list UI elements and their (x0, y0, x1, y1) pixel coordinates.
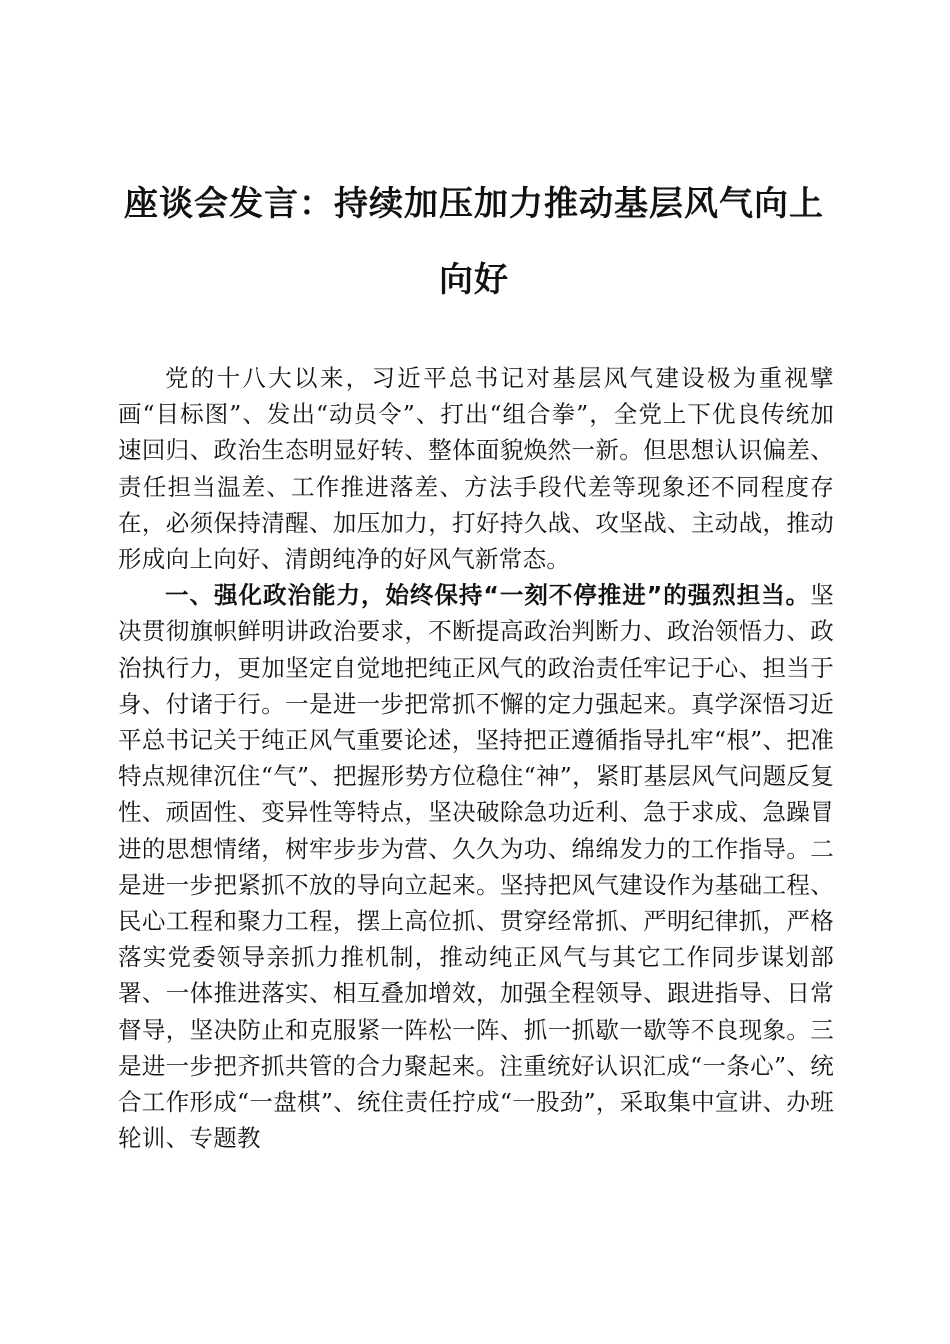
section-1-body: 坚决贯彻旗帜鲜明讲政治要求，不断提高政治判断力、政治领悟力、政治执行力，更加坚定自觉地把纯正风气的政治责任牢记于心、担当于身、付诸于行。一是进一步把常抓不懈的定力强起来。真学深悟习近平总书记关于纯正风气重要论述，坚持把正遵循指导扎牢“根”、把准特点规律沉住“气”、把握形势方位稳住“神”，紧盯基层风气问题反复性、顽固性、变异性等特点，坚决破除急功近利、急于求成、急躁冒进的思想情绪，树牢步步为营、久久为功、绵绵发力的工作指导。二是进一步把紧抓不放的导向立起来。坚持把风气建设作为基础工程、民心工程和聚力工程，摆上高位抓、贯穿经常抓、严明纪律抓，严格落实党委领导亲抓力推机制，推动纯正风气与其它工作同步谋划部署、一体推进落实、相互叠加增效，加强全程领导、跟进指导、日常督导，坚决防止和克服紧一阵松一阵、抓一抓歇一歇等不良现象。三是进一步把齐抓共管的合力聚起来。注重统好认识汇成“一条心”、统合工作形成“一盘棋”、统住责任拧成“一股劲”，采取集中宣讲、办班轮训、专题教 (118, 581, 834, 1153)
document-body (118, 360, 834, 1156)
section-1-heading: 一、强化政治能力，始终保持“一刻不停推进”的强烈担当。 (165, 581, 811, 610)
document-title: 座谈会发言：持续加压加力推动基层风气向上向好 (124, 184, 824, 300)
section-1-paragraph (118, 577, 834, 1156)
intro-paragraph: 党的十八大以来，习近平总书记对基层风气建设极为重视擘画“目标图”、发出“动员令”、打出“组合拳”，全党上下优良传统加速回归、政治生态明显好转、整体面貌焕然一新。但思想认识偏差、责任担当温差、工作推进落差、方法手段代差等现象还不同程度存在，必须保持清醒、加压加力，打好持久战、攻坚战、主动战，推动形成向上向好、清朗纯净的好风气新常态。 (118, 364, 834, 574)
